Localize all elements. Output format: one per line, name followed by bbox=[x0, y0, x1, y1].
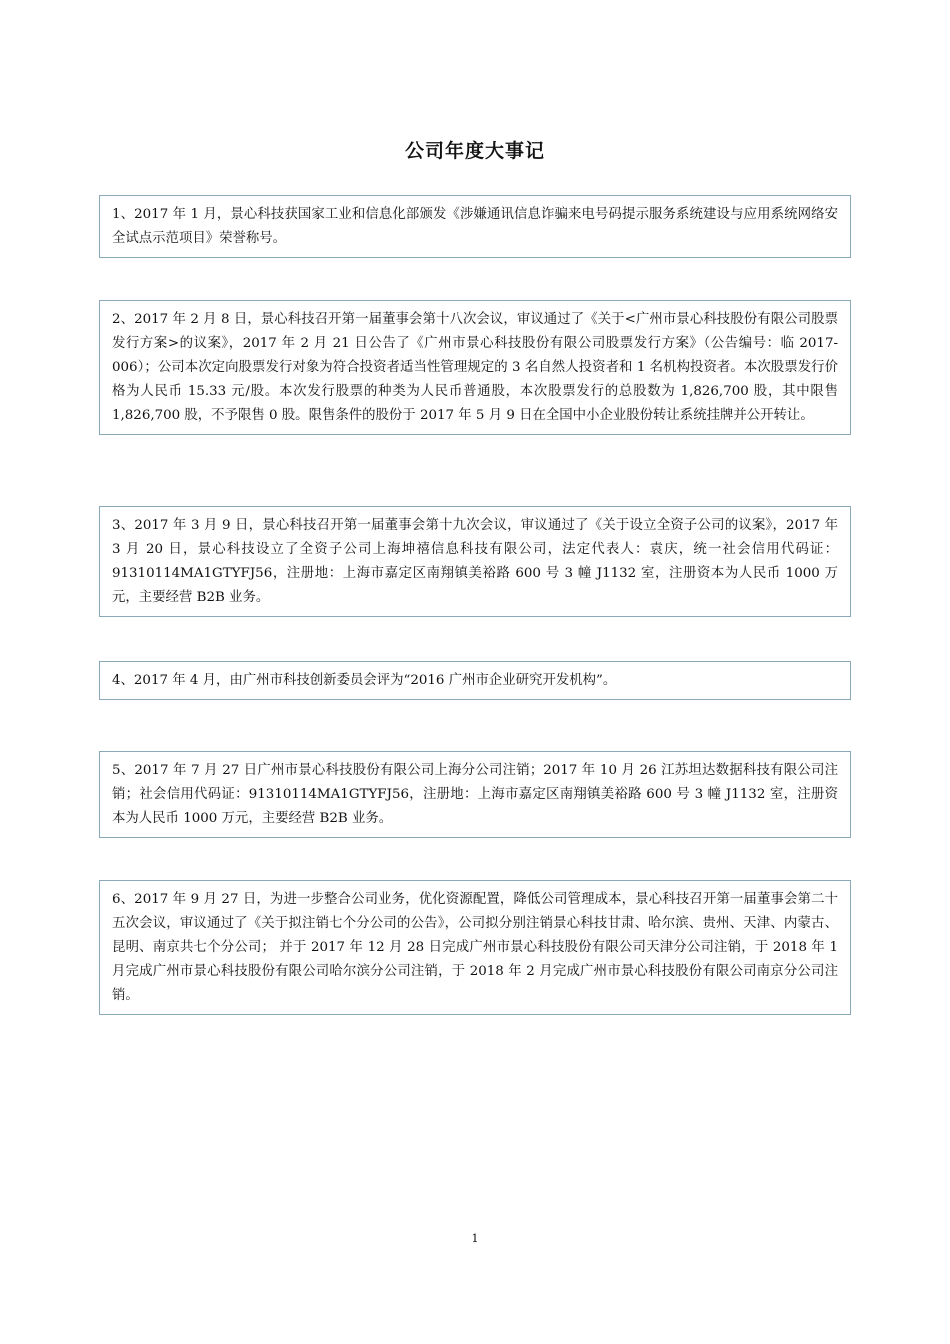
event-text: 3、2017 年 3 月 9 日，景心科技召开第一届董事会第十九次会议，审议通过了《关于设立全资子公司的议案》，2017 年 3 月 20 日，景心科技设立了全资子公司上海坤禧信息科技有限公司，法定代表人：袁庆，统一社会信用代码证：91310114MA1GTYFJ56，注册地：上海市嘉定区南翔镇美裕路 600 号 3 幢 J1132 室，注册资本为人民币 1000 万元，主要经营 B2B 业务。 bbox=[112, 518, 838, 605]
event-text: 6、2017 年 9 月 27 日，为进一步整合公司业务，优化资源配置，降低公司管理成本，景心科技召开第一届董事会第二十五次会议，审议通过了《关于拟注销七个分公司的公告》，公司拟分别注销景心科技甘肃、哈尔滨、贵州、天津、内蒙古、昆明、南京共七个分公司； 并于 2017 年 12 月 28 日完成广州市景心科技股份有限公司天津分公司注销，于 2018 年 1 月完成广州市景心科技股份有限公司哈尔滨分公司注销，于 2018 年 2 月完成广州市景心科技股份有限公司南京分公司注销。 bbox=[112, 892, 838, 1003]
event-item-2 bbox=[99, 300, 851, 435]
event-text: 4、2017 年 4 月，由广州市科技创新委员会评为“2016 广州市企业研究开发机构”。 bbox=[112, 673, 617, 688]
event-item-5 bbox=[99, 751, 851, 838]
event-text: 5、2017 年 7 月 27 日广州市景心科技股份有限公司上海分公司注销；2017 年 10 月 26 江苏坦达数据科技有限公司注销；社会信用代码证：91310114MA1GTYFJ56，注册地：上海市嘉定区南翔镇美裕路 600 号 3 幢 J1132 室，注册资本为人民币 1000 万元，主要经营 B2B 业务。 bbox=[112, 763, 838, 826]
event-item-4 bbox=[99, 661, 851, 700]
event-item-6 bbox=[99, 880, 851, 1015]
page-title: 公司年度大事记 bbox=[404, 140, 545, 162]
event-item-3 bbox=[99, 506, 851, 617]
event-text: 2、2017 年 2 月 8 日，景心科技召开第一届董事会第十八次会议，审议通过了《关于<广州市景心科技股份有限公司股票发行方案>的议案》，2017 年 2 月 21 日公告了《广州市景心科技股份有限公司股票发行方案》（公告编号：临 2017-006）；公司本次定向股票发行对象为符合投资者适当性管理规定的 3 名自然人投资者和 1 名机构投资者。本次股票发行价格为人民币 15.33 元/股。本次发行股票的种类为人民币普通股，本次股票发行的总股数为 1,826,700 股，其中限售 1,826,700 股，不予限售 0 股。限售条件的股份于 2017 年 5 月 9 日在全国中小企业股份转让系统挂牌并公开转让。 bbox=[112, 312, 838, 423]
event-text: 1、2017 年 1 月，景心科技获国家工业和信息化部颁发《涉嫌通讯信息诈骗来电号码提示服务系统建设与应用系统网络安全试点示范项目》荣誉称号。 bbox=[112, 207, 838, 246]
event-item-1 bbox=[99, 195, 851, 258]
page-number: 1 bbox=[471, 1232, 479, 1245]
